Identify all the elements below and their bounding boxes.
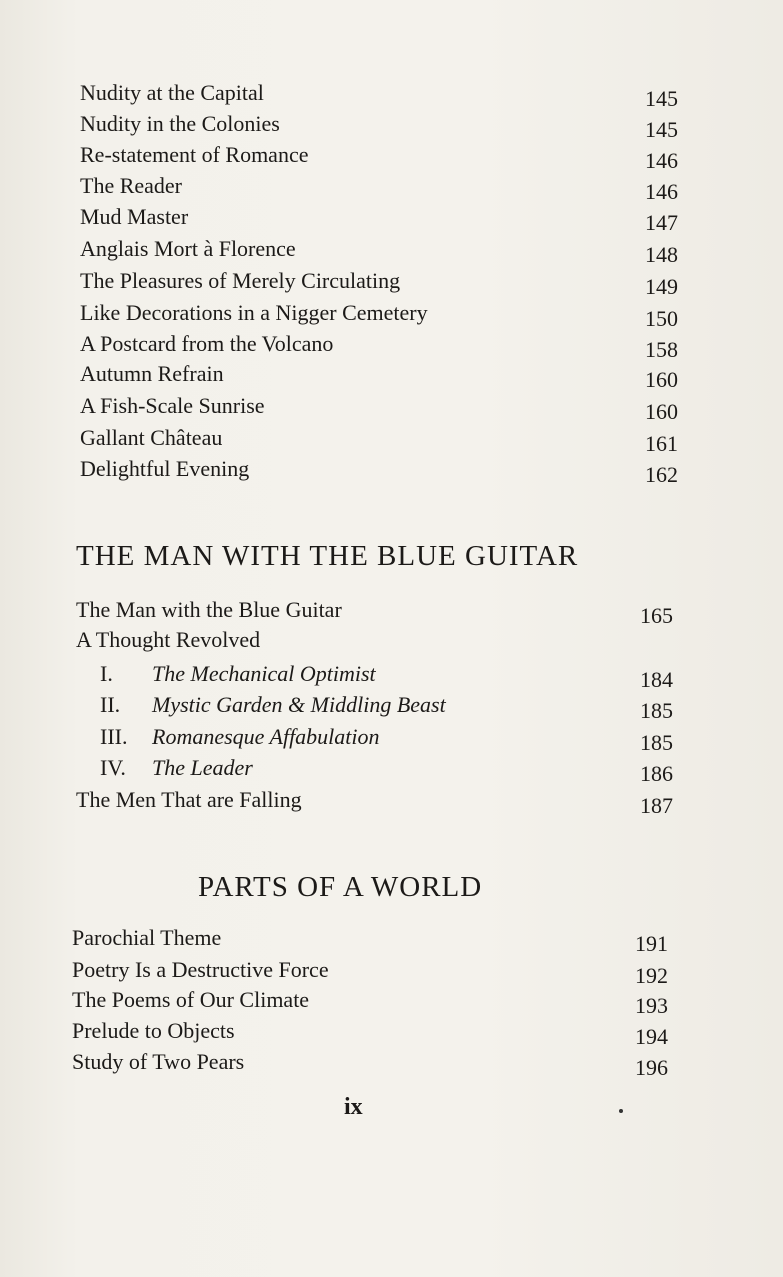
toc-entry-page: 160 <box>645 367 678 392</box>
toc-subentry <box>100 663 376 685</box>
toc-entry-title: A Thought Revolved <box>76 627 261 652</box>
toc-entry-title: The Poems of Our Climate <box>72 987 310 1012</box>
toc-entry-page: 185 <box>640 698 673 723</box>
toc-entry-page: 158 <box>645 337 678 362</box>
toc-entry-page: 185 <box>640 730 673 755</box>
section-heading: THE MAN WITH THE BLUE GUITAR <box>76 540 579 572</box>
toc-entry-title: Nudity at the Capital <box>80 80 264 105</box>
subentry-numeral: III. <box>100 724 128 749</box>
toc-entry-title: Poetry Is a Destructive Force <box>72 957 329 982</box>
subentry-title: Mystic Garden & Middling Beast <box>152 692 446 717</box>
toc-subentry <box>100 694 446 716</box>
page-number: ix <box>344 1094 363 1120</box>
toc-entry-title: The Pleasures of Merely Circulating <box>80 268 401 293</box>
section-heading: PARTS OF A WORLD <box>198 871 483 903</box>
subentry-title: The Mechanical Optimist <box>152 661 376 686</box>
toc-entry-page: 148 <box>645 242 678 267</box>
toc-entry-page: 184 <box>640 667 673 692</box>
toc-entry-page: 193 <box>635 993 668 1018</box>
toc-entry-title: Autumn Refrain <box>80 361 224 386</box>
toc-entry-title: Re-statement of Romance <box>80 142 309 167</box>
toc-entry-title: A Postcard from the Volcano <box>80 331 334 356</box>
toc-entry-page: 162 <box>645 462 678 487</box>
toc-entry-page: 149 <box>645 274 678 299</box>
toc-entry-title: Delightful Evening <box>80 456 250 481</box>
toc-entry-page: 145 <box>645 86 678 111</box>
subentry-numeral: IV. <box>100 755 126 780</box>
toc-entry-title: A Fish-Scale Sunrise <box>80 393 265 418</box>
subentry-numeral: II. <box>100 692 121 717</box>
toc-entry-page: 146 <box>645 179 678 204</box>
subentry-title: The Leader <box>152 755 253 780</box>
toc-entry-title: Mud Master <box>80 204 189 229</box>
toc-subentry <box>100 757 253 779</box>
toc-entry-page: 196 <box>635 1055 668 1080</box>
toc-entry-page: 192 <box>635 963 668 988</box>
toc-entry-page: 161 <box>645 431 678 456</box>
toc-entry-page: 194 <box>635 1024 668 1049</box>
toc-entry-page: 186 <box>640 761 673 786</box>
toc-subentry <box>100 726 380 748</box>
toc-entry-page: 187 <box>640 793 673 818</box>
subentry-title: Romanesque Affabulation <box>152 724 380 749</box>
toc-entry-page: 150 <box>645 306 678 331</box>
toc-entry-title: Gallant Château <box>80 425 223 450</box>
toc-entry-title: Study of Two Pears <box>72 1049 245 1074</box>
toc-entry-page: 145 <box>645 117 678 142</box>
toc-entry-page: 165 <box>640 603 673 628</box>
toc-entry-page: 146 <box>645 148 678 173</box>
toc-entry-title: Parochial Theme <box>72 925 222 950</box>
toc-entry-page: 160 <box>645 399 678 424</box>
toc-entry-title: The Reader <box>80 173 182 198</box>
subentry-numeral: I. <box>100 661 113 686</box>
toc-entry-page: 147 <box>645 210 678 235</box>
toc-entry-title: Anglais Mort à Florence <box>80 236 296 261</box>
toc-entry-title: The Man with the Blue Guitar <box>76 597 342 622</box>
toc-entry-title: The Men That are Falling <box>76 787 302 812</box>
toc-entry-page: 191 <box>635 931 668 956</box>
toc-entry-title: Nudity in the Colonies <box>80 111 280 136</box>
toc-entry-title: Prelude to Objects <box>72 1018 235 1043</box>
toc-entry-title: Like Decorations in a Nigger Cemetery <box>80 300 428 325</box>
ink-speck <box>619 1109 623 1113</box>
